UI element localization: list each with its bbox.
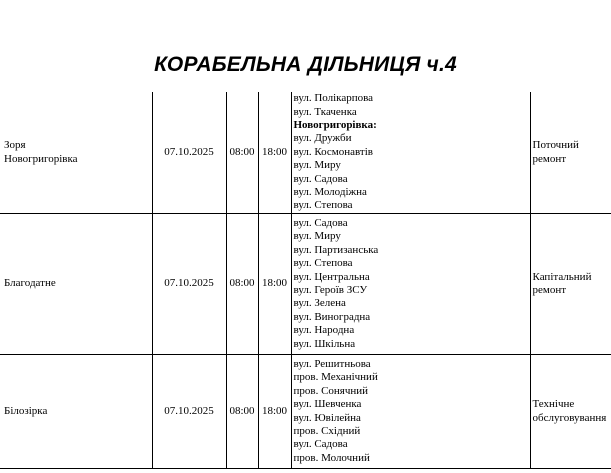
street-item: вул. Дружби xyxy=(293,132,352,145)
work-type-text: Поточний xyxy=(532,139,579,152)
time-to-cell: 18:00 xyxy=(258,214,291,355)
date-cell: 07.10.2025 xyxy=(152,214,226,355)
work-type-cell xyxy=(530,92,611,214)
location-name: Благодатне xyxy=(4,277,56,290)
work-type-text: Технічне xyxy=(532,398,575,411)
location-cell xyxy=(0,214,152,355)
street-item: вул. Решитньова xyxy=(293,357,371,370)
street-item: пров. Східний xyxy=(293,424,361,437)
time-from-cell: 08:00 xyxy=(226,355,258,469)
table-row xyxy=(0,214,611,355)
table-row xyxy=(0,92,611,214)
time-from-cell: 08:00 xyxy=(226,92,258,214)
street-item: вул. Народна xyxy=(293,324,355,337)
street-item: вул. Шкільна xyxy=(293,337,356,350)
work-type-text: обслуговування xyxy=(532,411,607,424)
street-item: вул. Ювілейна xyxy=(293,411,361,424)
street-item: пров. Молочний xyxy=(293,451,370,464)
street-item: пров. Сонячний xyxy=(293,384,369,397)
street-item: вул. Космонавтів xyxy=(293,145,373,158)
street-item: вул. Героїв ЗСУ xyxy=(293,284,368,296)
streets-cell xyxy=(291,214,530,355)
location-name: Білозірка xyxy=(4,404,48,417)
table-row xyxy=(0,355,611,469)
street-item: вул. Виноградна xyxy=(293,310,371,323)
street-item: вул. Садова xyxy=(293,216,348,229)
street-item: вул. Степова xyxy=(293,257,353,270)
work-type-cell xyxy=(530,214,611,355)
street-item: вул. Молодіжна xyxy=(293,186,367,199)
work-type-text: ремонт xyxy=(532,284,567,296)
street-item: вул. Центральна xyxy=(293,270,370,283)
outage-schedule-table xyxy=(0,92,611,469)
streets-cell xyxy=(291,92,530,214)
location-name: Новогригорівка xyxy=(4,152,78,165)
streets-cell xyxy=(291,355,530,469)
street-item: вул. Миру xyxy=(293,230,341,243)
time-to-cell: 18:00 xyxy=(258,92,291,214)
work-type-cell xyxy=(530,355,611,469)
date-cell: 07.10.2025 xyxy=(152,92,226,214)
street-item: вул. Зелена xyxy=(293,297,346,310)
settlement-heading: Новогригорівка: xyxy=(293,118,377,131)
street-item: вул. Полікарпова xyxy=(293,92,374,105)
date-cell: 07.10.2025 xyxy=(152,355,226,469)
street-item: вул. Шевченка xyxy=(293,398,362,411)
street-item: вул. Садова xyxy=(293,438,348,451)
street-item: вул. Партизанська xyxy=(293,243,379,256)
time-from-cell: 08:00 xyxy=(226,214,258,355)
work-type-text: Капітальний xyxy=(532,270,592,283)
location-name: Зоря xyxy=(4,139,26,152)
street-item: вул. Садова xyxy=(293,172,348,185)
street-item: вул. Ткаченка xyxy=(293,105,357,118)
time-to-cell: 18:00 xyxy=(258,355,291,469)
page-title: КОРАБЕЛЬНА ДІЛЬНИЦЯ ч.4 xyxy=(154,53,457,76)
work-type-text: ремонт xyxy=(532,152,567,165)
street-item: вул. Миру xyxy=(293,159,341,172)
street-item: вул. Степова xyxy=(293,199,353,212)
table-body xyxy=(0,92,611,469)
location-cell xyxy=(0,355,152,469)
location-cell xyxy=(0,92,152,214)
street-item: пров. Механічний xyxy=(293,371,378,384)
